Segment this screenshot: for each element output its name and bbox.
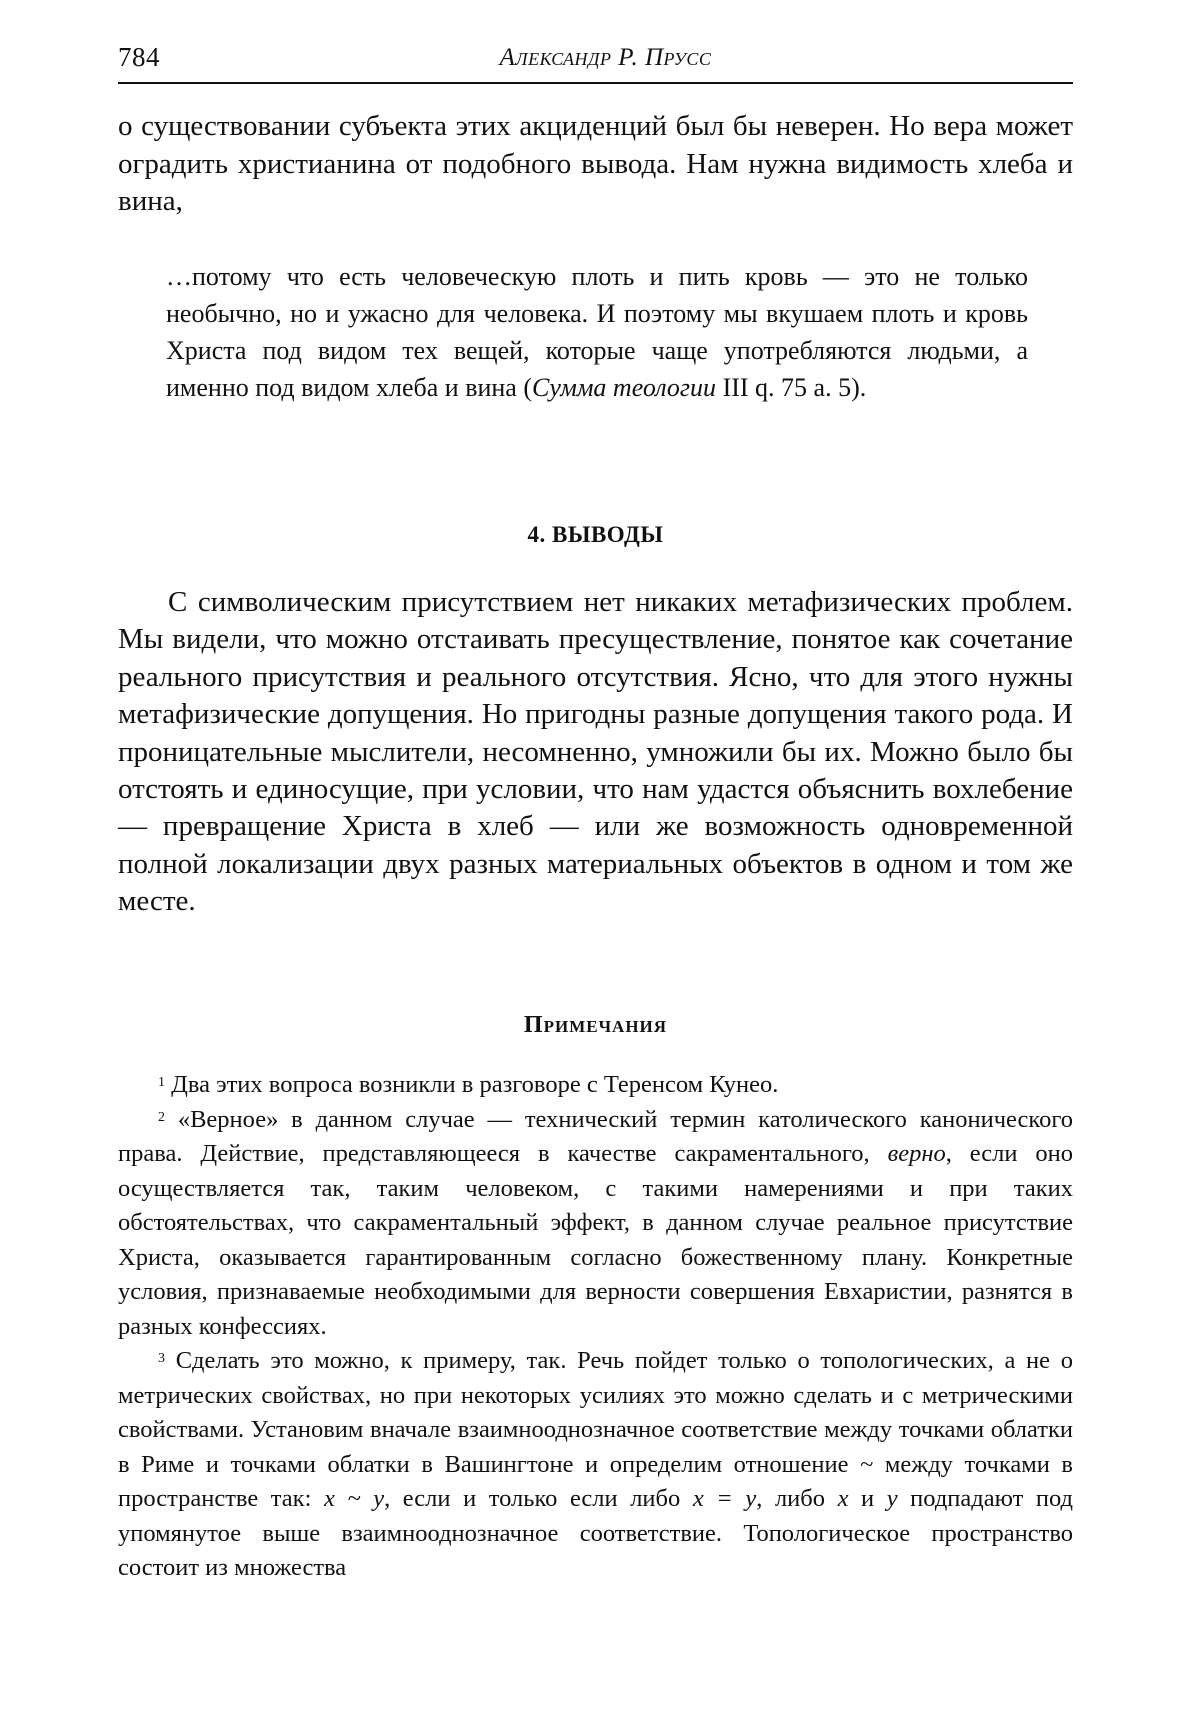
note-2	[118, 1103, 1073, 1345]
math-variable: x	[837, 1485, 849, 1512]
page-number: 784	[118, 42, 160, 72]
quote-text: …потому что есть человеческую плоть и пить кровь — это не только необычно, но и ужасно для человека. И поэтому мы вкушаем плоть и кровь Христа под видом тех вещей, которые чаще употребляются людьми, а именно под видом хлеба и вина (	[166, 262, 1028, 402]
note-text: Два этих вопроса возникли в разговоре с Теренсом Кунео.	[171, 1071, 779, 1098]
note-number: 1	[158, 1075, 165, 1090]
conclusion-paragraph: С символическим присутствием нет никаких метафизических проблем. Мы видели, что можно отстаивать пресуществление, понятое как сочетание реального присутствия и реального отсутствия. Ясно, что для этого нужны метафизические допущения. Но пригодны разные допущения такого рода. И проницательные мыслители, несомненно, умножили бы их. Можно было бы отстоять и единосущие, при условии, что нам удастся объяснить вохлебение — превращение Христа в хлеб — или же возможность одновременной полной локализации двух разных материальных объектов в одном и том же месте.	[118, 586, 1073, 918]
note-text: , если и только если либо	[384, 1485, 693, 1512]
note-text: , если оно осуществляется так, таким человеком, с такими намерениями и при таких обстоятельствах, что сакраментальный эффект, в данном случае реальное присутствие Христа, оказывается гарантированным согласно божественному плану. Конкретные условия, признаваемые необходимыми для верности совершения Евхаристии, разнятся в разных конфессиях.	[118, 1140, 1073, 1340]
section-heading: 4. ВЫВОДЫ	[527, 522, 664, 547]
note-number: 3	[158, 1351, 165, 1366]
notes-heading: Примечания	[523, 1012, 668, 1038]
note-italic-term: верно	[887, 1140, 946, 1167]
running-title: Александр Р. Прусс	[499, 44, 712, 71]
math-expression: x ~ y	[323, 1485, 385, 1512]
note-1	[118, 1068, 1073, 1103]
quote-citation-ref: III q. 75 a. 5).	[716, 373, 867, 402]
note-text: и	[848, 1485, 887, 1512]
notes-list	[118, 1068, 1073, 1586]
note-text: «Верное» в данном случае — технический термин католического канонического права. Действие, представляющееся в качестве сакраментального,	[118, 1105, 1074, 1167]
intro-paragraph: о существовании субъекта этих акциденций был бы неверен. Но вера может оградить христианина от подобного вывода. Нам нужна видимость хлеба и вина,	[118, 110, 1073, 217]
note-3	[118, 1344, 1073, 1586]
quote-citation-title: Сумма теологии	[532, 373, 717, 402]
header-rule	[118, 82, 1073, 84]
note-number: 2	[158, 1109, 165, 1125]
note-text: , либо	[756, 1485, 838, 1512]
math-expression: x = y	[692, 1485, 757, 1512]
running-head	[118, 36, 1073, 76]
math-variable: y	[886, 1485, 898, 1512]
note-text: подпадают под упомянутое выше взаимнооднозначное соответствие. Топологическое пространство состоит из множества	[118, 1485, 1073, 1581]
block-quote	[166, 258, 1028, 406]
note-text: Сделать это можно, к примеру, так. Речь пойдет только о топологических, а не о метрических свойствах, но при некоторых усилиях это можно сделать и с метрическими свойствами. Установим вначале взаимнооднозначное соответствие между точками облатки в Риме и точками облатки в Вашингтоне и определим отношение ~ между точками в пространстве так:	[118, 1347, 1073, 1512]
